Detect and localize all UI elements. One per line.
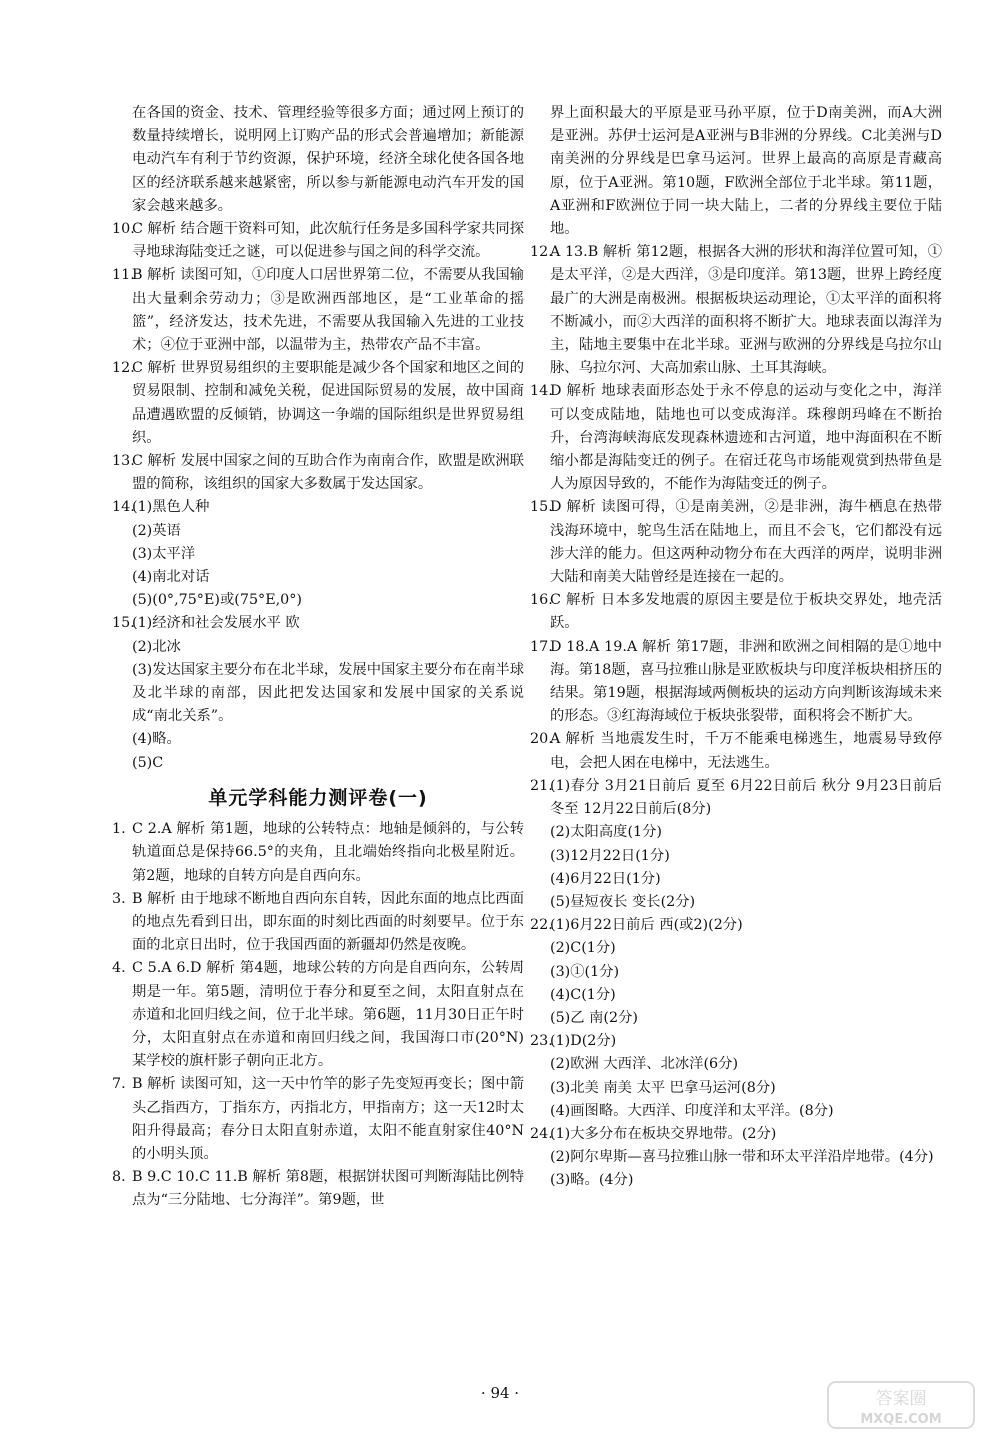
answer-item [112, 888, 524, 958]
sub-answer: (3)太平洋 [132, 545, 196, 562]
answer-item-14 [112, 496, 524, 612]
item-text: A 解析 当地震发生时，千万不能乘电梯逃生，地震易导致停电，会把人困在电梯中，无法逃生。 [550, 731, 942, 771]
sub-answer: (2)阿尔卑斯—喜马拉雅山脉一带和环太平洋沿岸地带。(4分) [550, 1149, 934, 1166]
sub-answer: (4)C(1分) [550, 986, 616, 1003]
watermark-bottom-text: MXQE.COM [860, 1412, 942, 1427]
watermark-top-text: 答案圈 [875, 1389, 927, 1409]
answer-item-22 [530, 914, 942, 1030]
sub-answer: (1)6月22日前后 西(或2)(2分) [550, 917, 743, 934]
item-number: 15. [112, 615, 135, 632]
item-text: C 解析 世界贸易组织的主要职能是减少各个国家和地区之间的贸易限制、控制和减免关税，促进国际贸易的发展，故中国商品遭遇欧盟的反倾销，协调这一争端的国际组织是世界贸易组织。 [132, 360, 524, 446]
item-number: 14. [530, 383, 553, 400]
item-number: 13. [112, 453, 135, 470]
sub-answer: (5)(0°,75°E)或(75°E,0°) [132, 592, 302, 609]
answer-item [112, 218, 524, 264]
item-number: 8. [112, 1169, 126, 1186]
item-text: B 解析 由于地球不断地自西向东自转，因此东面的地点比西面的地点先看到日出，即东面的时刻比西面的时刻要早。位于东面的北京日出时，位于我国西面的新疆却仍然是夜晚。 [132, 890, 524, 954]
sub-answer: (2)北冰 [132, 638, 181, 655]
site-watermark-logo [826, 1380, 976, 1430]
item-number: 10. [112, 221, 135, 238]
item-number: 12. [530, 244, 553, 261]
sub-answer: (5)C [132, 754, 164, 771]
item-text: C 5.A 6.D 解析 第4题，地球公转的方向是自西向东，公转周期是一年。第5题，清明位于春分和夏至之间，太阳直射点在赤道和北回归线之间，位于北半球。第6题，11月30日正午时分，太阳直射点在赤道和南回归线之间，我国海口市(20°N)某学校的旗杆影子朝向正北方。 [132, 960, 524, 1070]
answer-item [112, 357, 524, 450]
item-number: 16. [530, 592, 553, 609]
sub-answer: (5)乙 南(2分) [550, 1009, 638, 1026]
item-number: 22. [530, 917, 553, 934]
item-number: 17. [530, 638, 553, 655]
sub-answer: (3)略。(4分) [550, 1172, 634, 1189]
item-number: 23. [530, 1033, 553, 1050]
answer-item [112, 957, 524, 1073]
answer-item [530, 589, 942, 635]
answer-item [530, 496, 942, 589]
item-number: 1. [112, 821, 126, 838]
item-text: B 解析 读图可知，①印度人口居世界第二位，不需要从我国输出大量剩余劳动力；③是欧洲西部地区，是“工业革命的摇篮”，经济发达，技术先进，不需要从我国输入先进的工业技术；④位于亚洲中部，以温带为主，热带农产品不丰富。 [132, 267, 524, 354]
item-number: 21. [530, 777, 553, 794]
item-number: 12. [112, 360, 135, 377]
item-text: A 13.B 解析 第12题，根据各大洲的形状和海洋位置可知，①是太平洋，②是大西洋，③是印度洋。第13题，世界上跨经度最广的大洲是南极洲。根据板块运动理论，①太平洋的面积将不断减小，而②大西洋的面积将不断扩大。地球表面以海洋为主，陆地主要集中在北半球。亚洲与欧洲的分界线是乌拉尔山脉、乌拉尔河、大高加索山脉、土耳其海峡。 [550, 244, 942, 377]
answer-item-15 [112, 612, 524, 774]
sub-answer: (4)画图略。大西洋、印度洋和太平洋。(8分) [550, 1102, 834, 1119]
item-number: 3. [112, 890, 126, 907]
sub-answer: (1)大多分布在板块交界地带。(2分) [550, 1125, 777, 1142]
answer-item-24 [530, 1123, 942, 1193]
sub-answer: (4)南北对话 [132, 569, 210, 586]
sub-answer: (2)欧洲 大西洋、北冰洋(6分) [550, 1056, 739, 1073]
sub-answer: (3)发达国家主要分布在北半球，发展中国家主要分布在南半球及北半球的南部，因此把发达国家和发展中国家的关系说成“南北关系”。 [132, 661, 524, 725]
page-number: · 94 · [480, 1384, 520, 1402]
sub-answer: (1)经济和社会发展水平 欧 [132, 615, 300, 632]
item-number: 15. [530, 499, 553, 516]
item-number: 4. [112, 960, 126, 977]
right-column [530, 102, 942, 1193]
item-number: 11. [112, 267, 135, 284]
answer-item [112, 1166, 524, 1212]
item-number: 7. [112, 1076, 126, 1093]
left-intro-paragraph: 在各国的资金、技术、管理经验等很多方面；通过网上预订的数量持续增长，说明网上订购产品的形式会普遍增加；新能源电动汽车有利于节约资源，保护环境，经济全球化使各国各地区的经济联系越来越紧密，所以参与新能源电动汽车开发的国家会越来越多。 [132, 105, 524, 214]
item-text: C 2.A 解析 第1题，地球的公转特点：地轴是倾斜的，与公转轨道面总是保持66.5°的夹角，且北端始终指向北极星附近。第2题，地球的自转方向是自西向东。 [132, 821, 524, 884]
item-number: 14. [112, 499, 135, 516]
answer-item [530, 728, 942, 774]
sub-answer: (2)太阳高度(1分) [550, 824, 662, 841]
sub-answer: (2)C(1分) [550, 940, 616, 957]
sub-answer: (4)6月22日(1分) [550, 870, 661, 887]
item-text: C 解析 结合题干资料可知，此次航行任务是多国科学家共同探寻地球海陆变迁之谜，可以促进参与国之间的科学交流。 [132, 221, 524, 261]
answer-item [112, 818, 524, 888]
sub-answer: (3)①(1分) [550, 963, 620, 980]
answer-item [530, 241, 942, 380]
sub-answer: (1)黑色人种 [132, 499, 210, 516]
sub-answer: (5)昼短夜长 变长(2分) [550, 893, 696, 910]
item-text: C 解析 发展中国家之间的互助合作为南南合作，欧盟是欧洲联盟的简称，该组织的国家大多数属于发达国家。 [132, 453, 524, 493]
sub-answer: (3)北美 南美 太平 巴拿马运河(8分) [550, 1079, 776, 1096]
right-intro-paragraph: 界上面积最大的平原是亚马孙平原，位于D南美洲，而A大洲是亚洲。苏伊士运河是A亚洲与B非洲的分界线。C北美洲与D南美洲的分界线是巴拿马运河。世界上最高的高原是青藏高原，位于A亚洲。第10题，F欧洲全部位于北半球。第11题，A亚洲和F欧洲位于同一块大陆上，二者的分界线主要位于陆地。 [550, 105, 942, 238]
answer-item [112, 450, 524, 496]
answer-item-21 [530, 775, 942, 914]
item-text: D 解析 读图可得，①是南美洲，②是非洲，海牛栖息在热带浅海环境中，鸵鸟生活在陆地上，而且不会飞，它们都没有远涉大洋的能力。但这两种动物分布在大西洋的两岸，说明非洲大陆和南美大陆曾经是连接在一起的。 [550, 499, 942, 586]
answer-item [112, 264, 524, 357]
left-items-2 [112, 818, 524, 1212]
sub-answer: (1)D(2分) [550, 1033, 617, 1050]
sub-answer: (4)略。 [132, 731, 181, 748]
item-text: D 18.A 19.A 解析 第17题，非洲和欧洲之间相隔的是①地中海。第18题，喜马拉雅山脉是亚欧板块与印度洋板块相挤压的结果。第19题，根据海域两侧板块的运动方向判断该海域未来的形态。③红海海域位于板块张裂带，面积将会不断扩大。 [550, 638, 942, 725]
sub-answer: (2)英语 [132, 522, 181, 539]
left-items [112, 218, 524, 496]
item-number: 24. [530, 1125, 553, 1142]
sub-answer: (3)12月22日(1分) [550, 847, 670, 864]
left-column [112, 102, 524, 1213]
item-text: B 解析 读图可知，这一天中竹竿的影子先变短再变长；图中箭头乙指西方，丁指东方，丙指北方，甲指南方；这一天12时太阳升得最高；春分日太阳直射赤道，太阳不能直射家住40°N的小明头顶。 [132, 1076, 524, 1162]
right-items [530, 241, 942, 775]
answer-item-23 [530, 1030, 942, 1123]
answer-item [112, 1073, 524, 1166]
answer-item [530, 636, 942, 729]
item-text: B 9.C 10.C 11.B 解析 第8题，根据饼状图可判断海陆比例特点为“三分陆地、七分海洋”。第9题，世 [132, 1169, 524, 1209]
item-number: 20. [530, 731, 553, 748]
answer-item [530, 380, 942, 496]
item-text: D 解析 地球表面形态处于永不停息的运动与变化之中，海洋可以变成陆地，陆地也可以变成海洋。珠穆朗玛峰在不断抬升，台湾海峡海底发现森林遗迹和古河道，地中海面积在不断缩小都是海陆变迁的例子。在宿迁花鸟市场能观赏到热带鱼是人为原因导致的，不能作为海陆变迁的例子。 [550, 383, 942, 493]
sub-answer: (1)春分 3月21日前后 夏至 6月22日前后 秋分 9月23日前后 冬至 12月22日前后(8分) [550, 777, 942, 818]
section-title: 单元学科能力测评卷(一) [208, 786, 428, 809]
item-text: C 解析 日本多发地震的原因主要是位于板块交界处，地壳活跃。 [550, 592, 942, 632]
